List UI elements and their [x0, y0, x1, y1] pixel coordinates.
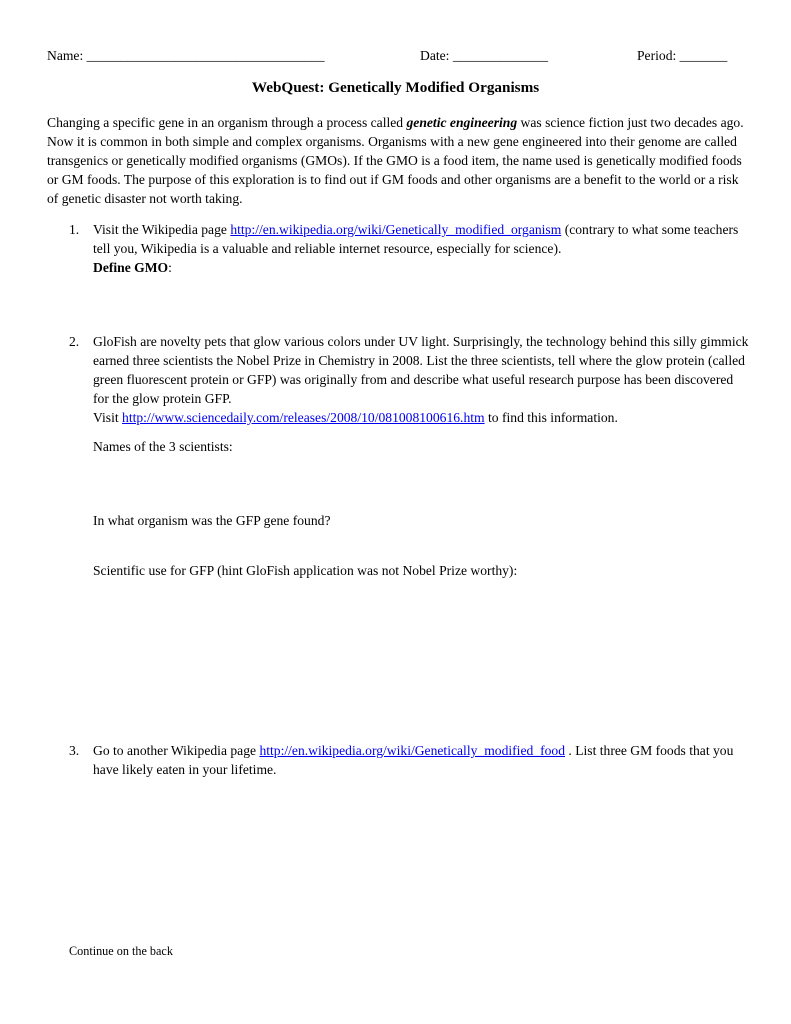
question-text-before: Visit the Wikipedia page	[93, 222, 231, 237]
define-gmo-prompt: Define GMO	[93, 260, 169, 275]
date-field[interactable]: Date: ______________	[420, 48, 548, 63]
question-number: 2.	[69, 334, 80, 349]
visit-text-before: Visit	[93, 410, 123, 425]
intro-emphasis: genetic engineering	[406, 115, 518, 130]
intro-text-before: Changing a specific gene in an organism through a process called	[47, 115, 407, 130]
question-text	[93, 332, 751, 427]
scientists-prompt: Names of the 3 scientists:	[93, 439, 233, 454]
define-gmo-colon: :	[168, 260, 172, 275]
wikipedia-gmo-link[interactable]: http://en.wikipedia.org/wiki/Genetically_modified_organism	[230, 222, 562, 237]
question-number: 1.	[69, 222, 80, 237]
name-field[interactable]: Name: ___________________________________	[47, 48, 325, 63]
period-field[interactable]: Period: _______	[637, 48, 728, 63]
footer-note: Continue on the back	[69, 944, 173, 958]
question-text-before: Go to another Wikipedia page	[93, 743, 260, 758]
sciencedaily-link[interactable]: http://www.sciencedaily.com/releases/2008/10/081008100616.htm	[122, 410, 485, 425]
intro-paragraph	[47, 113, 747, 208]
page-title: WebQuest: Genetically Modified Organisms	[251, 79, 540, 96]
gfp-use-prompt: Scientific use for GFP (hint GloFish application was not Nobel Prize worthy):	[93, 563, 518, 578]
gfp-organism-prompt: In what organism was the GFP gene found?	[93, 513, 331, 528]
question-text	[93, 220, 751, 277]
visit-text-after: to find this information.	[484, 410, 618, 425]
header-fields	[47, 46, 745, 66]
wikipedia-gm-food-link[interactable]: http://en.wikipedia.org/wiki/Genetically_modified_food	[259, 743, 565, 758]
question-text-main: GloFish are novelty pets that glow various colors under UV light. Surprisingly, the technology behind this silly gimmick earned three scientists the Nobel Prize in Chemistry in 2008. List the three scientists, tell where the glow protein (called green fluorescent protein or GFP) was originally from and describe what useful research purpose has been discovered for the glow protein GFP.	[93, 334, 749, 406]
question-text-after: . List three GM foods that you have likely eaten in your lifetime.	[93, 743, 734, 777]
question-number: 3.	[69, 743, 80, 758]
question-text-after: (contrary to what some teachers tell you, Wikipedia is a valuable and reliable internet resource, especially for science).	[93, 222, 739, 256]
question-text	[93, 741, 751, 779]
intro-text-after: was science fiction just two decades ago. Now it is common in both simple and complex organisms. Organisms with a new gene engineered into their genome are called transgenics or genetically modified organisms (GMOs). If the GMO is a food item, the name used is genetically modified foods or GM foods. The purpose of this exploration is to find out if GM foods and other organisms are a benefit to the world or a risk of genetic disaster not worth taking.	[47, 115, 744, 206]
